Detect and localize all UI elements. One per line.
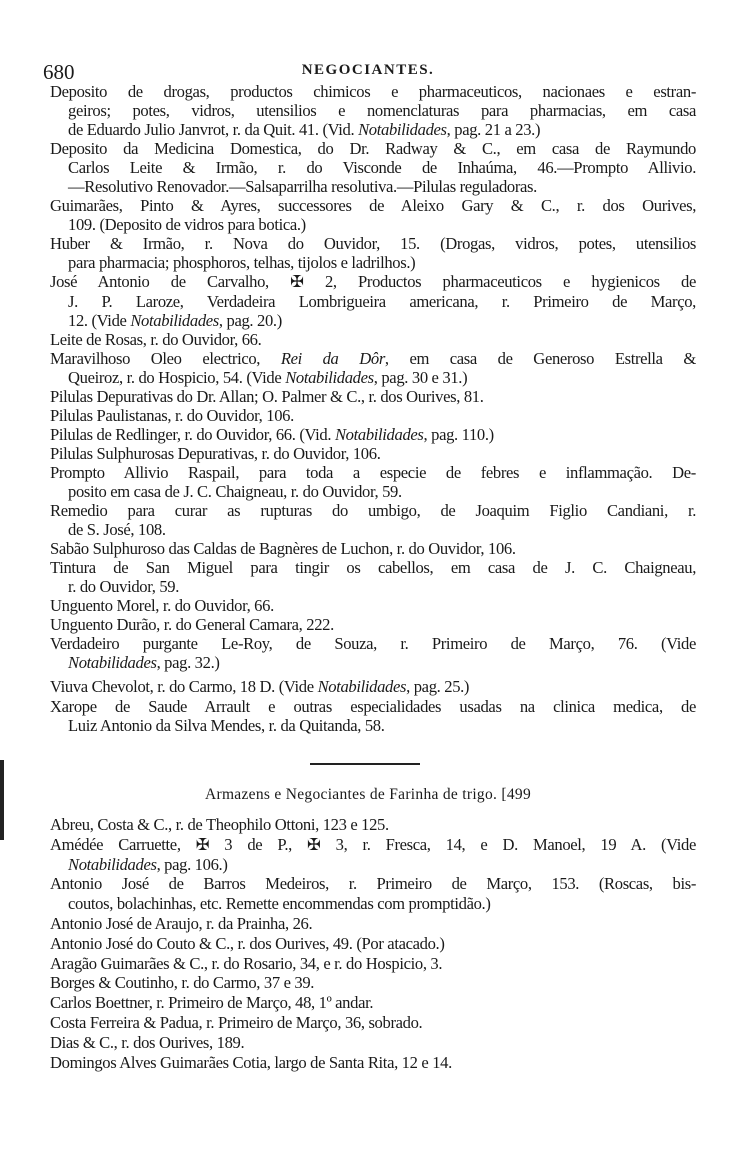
entry-line (50, 558, 696, 577)
directory-entry (50, 349, 696, 387)
entry-line (50, 272, 696, 291)
text-segment: , pag. 21 a 23.) (446, 120, 541, 140)
text-segment: posito em casa de J. C. Chaigneau, r. do Ouvidor, 59. (68, 481, 402, 501)
directory-entry (50, 993, 696, 1013)
text-segment: , pag. 30 e 31.) (373, 367, 468, 387)
text-segment: Guimarães, Pinto & Ayres, successores de Aleixo Gary & C., r. dos Ourives, (50, 196, 696, 216)
text-segment: geiros; potes, vidros, utensilios e nomenclaturas para pharmacias, em casa (68, 101, 696, 121)
directory-entry (50, 501, 696, 539)
italic-text: Notabilidades (68, 854, 157, 874)
text-segment: Pilulas Depurativas do Dr. Allan; O. Palmer & C., r. dos Ourives, 81. (50, 386, 484, 406)
entry-line (50, 368, 696, 387)
text-segment: Prompto Allivio Raspail, para toda a especie de febres e inflammação. De- (50, 462, 696, 482)
directory-entry (50, 463, 696, 501)
italic-text: Notabilidades (334, 424, 424, 444)
directory-entry (50, 234, 696, 272)
page-number: 680 (43, 60, 75, 84)
text-segment: José Antonio de Carvalho, ✠ 2, Productos pharmaceuticos e hygienicos de (50, 272, 696, 292)
directory-entry (50, 406, 696, 425)
text-segment: Aragão Guimarães & C., r. do Rosario, 34, e r. do Hospicio, 3. (50, 953, 443, 973)
entry-line (50, 894, 696, 914)
text-segment: Xarope de Saude Arrault e outras especialidades usadas na clinica medica, de (50, 696, 696, 716)
text-segment: Costa Ferreira & Padua, r. Primeiro de Março, 36, sobrado. (50, 1012, 423, 1032)
text-segment: , em casa de Generoso Estrella & (384, 348, 696, 368)
directory-entry (50, 1013, 696, 1033)
text-segment: Viuva Chevolot, r. do Carmo, 18 D. (Vide (50, 677, 318, 697)
text-segment: Verdadeiro purgante Le-Roy, de Souza, r. Primeiro de Março, 76. (Vide (50, 634, 696, 654)
directory-entry (50, 196, 696, 234)
directory-entry (50, 615, 696, 634)
italic-text: Notabilidades (358, 120, 447, 140)
text-segment: J. P. Laroze, Verdadeira Lombrigueira americana, r. Primeiro de Março, (68, 291, 696, 311)
directory-entry (50, 444, 696, 463)
text-segment: de S. José, 108. (68, 520, 166, 540)
italic-text: Notabilidades (68, 653, 157, 673)
entry-line (50, 577, 696, 596)
text-segment: coutos, bolachinhas, etc. Remette encommendas com promptidão.) (68, 894, 491, 914)
entry-line (50, 482, 696, 501)
entry-line (50, 406, 696, 425)
text-segment: Huber & Irmão, r. Nova do Ouvidor, 15. (Drogas, vidros, potes, utensilios (50, 234, 696, 254)
text-segment: Remedio para curar as rupturas do umbigo, de Joaquim Figlio Candiani, r. (50, 501, 696, 521)
text-segment: Pilulas Paulistanas, r. do Ouvidor, 106. (50, 405, 294, 425)
directory-entry (50, 677, 696, 696)
entry-line (50, 697, 696, 716)
entry-line (50, 973, 696, 993)
entry-line (50, 215, 696, 234)
directory-entry (50, 934, 696, 954)
entry-line (50, 954, 696, 974)
entry-line (50, 501, 696, 520)
italic-text: Notabilidades (317, 677, 407, 697)
section-heading: Armazens e Negociantes de Farinha de trigo. [499 (204, 786, 531, 803)
directory-entry (50, 596, 696, 615)
text-segment: Sabão Sulphuroso das Caldas de Bagnères de Luchon, r. do Ouvidor, 106. (50, 539, 516, 559)
entry-line (50, 874, 696, 894)
text-segment: Antonio José do Couto & C., r. dos Ourives, 49. (Por atacado.) (50, 933, 445, 953)
entry-line (50, 596, 696, 615)
entry-line (50, 1013, 696, 1033)
text-segment: , pag. 20.) (218, 310, 282, 330)
text-segment: Leite de Rosas, r. do Ouvidor, 66. (50, 329, 262, 349)
directory-entry (50, 874, 696, 914)
directory-entry (50, 539, 696, 558)
directory-entry (50, 330, 696, 349)
text-segment: Antonio José de Barros Medeiros, r. Primeiro de Março, 153. (Roscas, bis- (50, 874, 696, 894)
directory-entry (50, 82, 696, 139)
entry-line (50, 634, 696, 653)
text-segment: para pharmacia; phosphoros, telhas, tijolos e ladrilhos.) (68, 253, 416, 273)
directory-entry (50, 815, 696, 835)
entry-line (50, 855, 696, 875)
directory-entry (50, 387, 696, 406)
text-segment: —Resolutivo Renovador.—Salsaparrilha resolutiva.—Pilulas reguladoras. (68, 177, 537, 197)
entry-line (50, 234, 696, 253)
text-segment: , pag. 25.) (406, 677, 470, 697)
entry-line (50, 349, 696, 368)
entry-line (50, 1033, 696, 1053)
text-segment: Borges & Coutinho, r. do Carmo, 37 e 39. (50, 973, 315, 993)
directory-entry (50, 973, 696, 993)
directory-entry (50, 634, 696, 672)
entry-line (50, 677, 696, 696)
entry-line (50, 1053, 696, 1073)
entry-line (50, 139, 696, 158)
entry-line (50, 196, 696, 215)
text-segment: Deposito de drogas, productos chimicos e pharmaceuticos, nacionaes e estran- (50, 82, 696, 101)
entry-line (50, 177, 696, 196)
text-segment: Unguento Durão, r. do General Camara, 222. (50, 615, 334, 635)
entry-line (50, 815, 696, 835)
italic-text: Notabilidades (285, 367, 374, 387)
directory-entry (50, 1033, 696, 1053)
text-segment: Deposito da Medicina Domestica, do Dr. Radway & C., em casa de Raymundo (50, 139, 696, 159)
section-divider (310, 763, 420, 765)
text-segment: Amédée Carruette, ✠ 3 de P., ✠ 3, r. Fresca, 14, e D. Manoel, 19 A. (Vide (50, 834, 696, 854)
entry-line (50, 101, 696, 120)
entry-line (50, 158, 696, 177)
text-segment: Dias & C., r. dos Ourives, 189. (50, 1032, 245, 1052)
text-segment: Pilulas de Redlinger, r. do Ouvidor, 66. (Vid. (50, 424, 335, 444)
italic-text: Notabilidades (130, 310, 219, 330)
entry-line (50, 539, 696, 558)
entry-line (50, 615, 696, 634)
text-segment: Pilulas Sulphurosas Depurativas, r. do Ouvidor, 106. (50, 443, 381, 463)
directory-entry (50, 425, 696, 444)
text-segment: Carlos Leite & Irmão, r. do Visconde de Inhaúma, 46.—Prompto Allivio. (68, 158, 696, 178)
text-segment: Antonio José de Araujo, r. da Prainha, 26. (50, 913, 313, 933)
text-segment: , pag. 110.) (423, 424, 494, 444)
directory-entry (50, 835, 696, 875)
text-segment: de Eduardo Julio Janvrot, r. da Quit. 41. (Vid. (68, 120, 359, 140)
directory-entry (50, 914, 696, 934)
entry-line (50, 387, 696, 406)
text-segment: Carlos Boettner, r. Primeiro de Março, 48, 1º andar. (50, 993, 374, 1013)
running-title: NEGOCIANTES. (301, 62, 435, 78)
text-segment: Abreu, Costa & C., r. de Theophilo Ottoni, 123 e 125. (50, 815, 389, 834)
text-segment: Luiz Antonio da Silva Mendes, r. da Quitanda, 58. (68, 715, 385, 735)
text-segment: r. do Ouvidor, 59. (68, 577, 180, 597)
entry-line (50, 425, 696, 444)
text-segment: 12. (Vide (68, 310, 131, 330)
directory-entry (50, 272, 696, 329)
entry-line (50, 311, 696, 330)
entry-line (50, 120, 696, 139)
entry-line (50, 934, 696, 954)
text-segment: Unguento Morel, r. do Ouvidor, 66. (50, 596, 274, 616)
text-segment: 109. (Deposito de vidros para botica.) (68, 215, 306, 235)
entry-line (50, 463, 696, 482)
entry-line (50, 520, 696, 539)
entry-line (50, 253, 696, 272)
entry-line (50, 444, 696, 463)
section-flour-merchants (50, 815, 696, 1072)
entry-line (50, 292, 696, 311)
text-segment: , pag. 32.) (156, 653, 220, 673)
directory-entry (50, 558, 696, 596)
directory-entry (50, 139, 696, 196)
entry-line (50, 993, 696, 1013)
directory-entry (50, 954, 696, 974)
entry-line (50, 835, 696, 855)
entry-line (50, 330, 696, 349)
text-segment: Tintura de San Miguel para tingir os cabellos, em casa de J. C. Chaigneau, (50, 558, 696, 578)
directory-entry (50, 697, 696, 735)
text-segment: , pag. 106.) (156, 854, 228, 874)
section-drug-merchants (50, 82, 696, 735)
entry-line (50, 716, 696, 735)
text-segment: Maravilhoso Oleo electrico, (50, 348, 281, 368)
entry-line (50, 914, 696, 934)
entry-line (50, 653, 696, 672)
directory-entry (50, 1053, 696, 1073)
entry-line (50, 82, 696, 101)
italic-text: Rei da Dôr (280, 348, 385, 368)
text-segment: Domingos Alves Guimarães Cotia, largo de Santa Rita, 12 e 14. (50, 1052, 452, 1072)
text-segment: Queiroz, r. do Hospicio, 54. (Vide (68, 367, 286, 387)
